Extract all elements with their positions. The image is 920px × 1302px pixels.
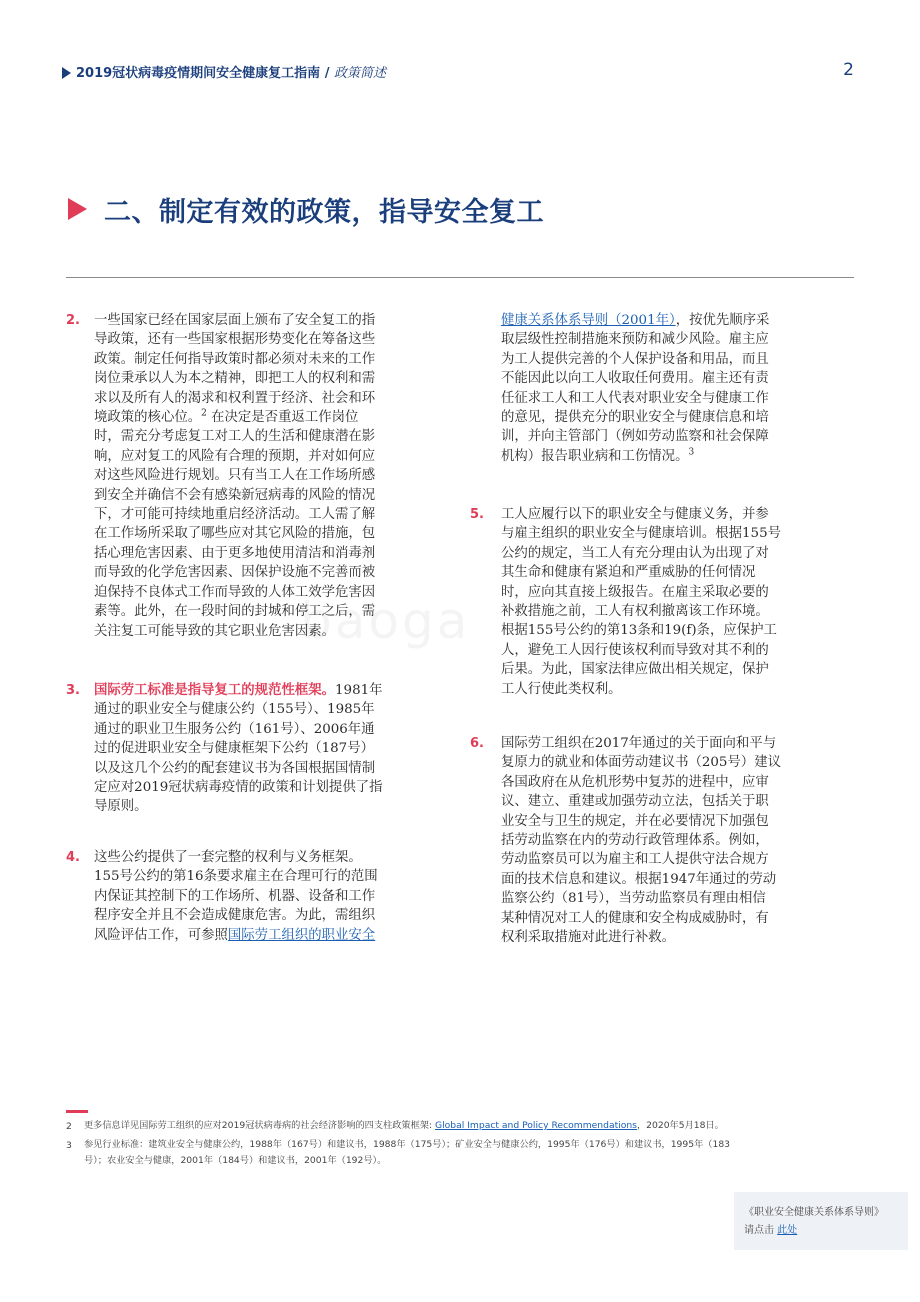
footnote-3: 参见行业标准：建筑业安全与健康公约，1988年（167号）和建议书，1988年（175号）；矿业安全与健康公约，1995年（176号）和建议书，1995年（183 号）；农业安全与健康，2001年（184号）和建议书，2001年（192号）。: [84, 1139, 731, 1166]
footnote-ref[interactable]: 3: [688, 447, 695, 458]
paragraph-number: 2.: [66, 313, 80, 328]
page-number: 2: [843, 60, 854, 80]
footnote-number: 2: [66, 1121, 72, 1132]
paragraph-4-continued: 健康关系体系导则（2001年），按优先顺序采 取层级性控制措施来预防和减少风险。雇主应 为工人提供完善的个人保护设备和用品，而且 不能因此以向工人收取任何费用。雇主还有责 任征求工人和工人代表对职业安全与健康工作 的意见，提供充分的职业安全与健康信息和培 训，并向主管部门（例如劳动监察和社会保障 机构）报告职业病和工伤情况。$^3$: [501, 313, 770, 464]
footnote-ref[interactable]: 2: [201, 408, 207, 419]
section-divider: [66, 277, 854, 278]
paragraph-4: 这些公约提供了一套完整的权利与义务框架。 155号公约的第16条要求雇主在合理可行的范围 内保证其控制下的工作场所、机器、设备和工作 程序安全并且不会造成健康危害。为此，需组织 风险评估工作，可参照国际劳工组织的职业安全: [94, 850, 378, 943]
paragraph-number: 3.: [66, 683, 80, 698]
header-triangle-icon: [62, 67, 71, 79]
paragraph-3: 国际劳工标准是指导复工的规范性框架。1981年 通过的职业安全与健康公约（155号）、1985年 通过的职业卫生服务公约（161号）、2006年通 过的促进职业安全与健康框架下公约（187号） 以及这几个公约的配套建议书为各国根据国情制 定应对2019冠状病毒疫情的政策和计划提供了指 导原则。: [94, 682, 383, 815]
click-here-link[interactable]: 此处: [777, 1225, 798, 1236]
paragraph-number: 5.: [470, 507, 484, 522]
running-header: [62, 62, 862, 84]
paragraph-lead: 国际劳工标准是指导复工的规范性框架。: [94, 682, 336, 698]
osh-guidelines-link[interactable]: 国际劳工组织的职业安全: [227, 927, 376, 943]
osh-guidelines-link-continued[interactable]: 健康关系体系导则（2001年）: [501, 313, 676, 328]
footnote-2: 更多信息详见国际劳工组织的应对2019冠状病毒病的社会经济影响的四支柱政策框架: Global Impact and Policy Recommendations，2020年5月18日。: [84, 1120, 724, 1131]
header-subtitle: 政策简述: [334, 66, 387, 81]
paragraph-5: 工人应履行以下的职业安全与健康义务，并参 与雇主组织的职业安全与健康培训。根据155号 公约的规定，当工人有充分理由认为出现了对 其生命和健康有紧迫和严重威胁的任何情况 时，应向其直接上级报告。在雇主采取必要的 补救措施之前，工人有权利撤离该工作环境。 根据155号公约的第13条和19(f)条，应保护工 人，避免工人因行使该权利而导致对其不利的 后果。为此，国家法律应做出相关规定，保护 工人行使此类权利。: [501, 507, 781, 697]
footnote-number: 3: [66, 1140, 72, 1151]
section-title: 二、制定有效的政策，指导安全复工: [104, 197, 544, 228]
policy-recommendations-link[interactable]: Global Impact and Policy Recommendations: [434, 1120, 637, 1131]
footnote-divider: [66, 1110, 88, 1113]
paragraph-6: 国际劳工组织在2017年通过的关于面向和平与 复原力的就业和体面劳动建议书（205号）建议 各国政府在从危机形势中复苏的进程中，应审 议、建立、重建或加强劳动立法，包括关于职 业安全与卫生的规定，并在必要情况下加强包 括劳动监察在内的劳动行政管理体系。例如， 劳动监察员可以为雇主和工人提供守法合规方 面的技术信息和建议。根据1947年通过的劳动 监察公约（81号），当劳动监察员有理由相信 某种情况对工人的健康和安全构成威胁时，有 权利采取措施对此进行补救。: [501, 736, 781, 946]
section-triangle-icon: [68, 198, 87, 220]
paragraph-number: 4.: [66, 850, 80, 865]
side-note-box: 《职业安全健康关系体系导则》 请点击 此处: [734, 1192, 908, 1250]
watermark: baoga: [300, 592, 471, 650]
header-title: 2019冠状病毒疫情期间安全健康复工指南 / 政策简述: [76, 66, 387, 81]
paragraph-2: 一些国家已经在国家层面上颁布了安全复工的指 导政策，还有一些国家根据形势变化在筹备这些 政策。制定任何指导政策时都必须对未来的工作 岗位秉承以人为本之精神，即把工人的权利和需 求以及所有人的渴求和权利置于经济、社会和环 境政策的核心位。$^2$ 在决定是否重返工作岗位 时，需充分考虑复工对工人的生活和健康潜在影 响，应对复工的风险有合理的预期，并对如何应 对这些风险进行规划。只有当工人在工作场所感 到安全并确信不会有感染新冠病毒的风险的情况 下，才可能可持续地重启经济活动。工人需了解 在工作场所采取了哪些应对其它风险的措施，包 括心理危害因素、由于更多地使用清洁和消毒剂 而导致的化学危害因素、因保护设施不完善而被 迫保持不良体式工作而导致的人体工效学危害因 素等。此外，在一段时间的封城和停工之后，需 关注复工可能导致的其它职业危害因素。: [94, 313, 376, 639]
paragraph-number: 6.: [470, 736, 484, 751]
side-note-title: 《职业安全健康关系体系导则》: [744, 1207, 884, 1218]
